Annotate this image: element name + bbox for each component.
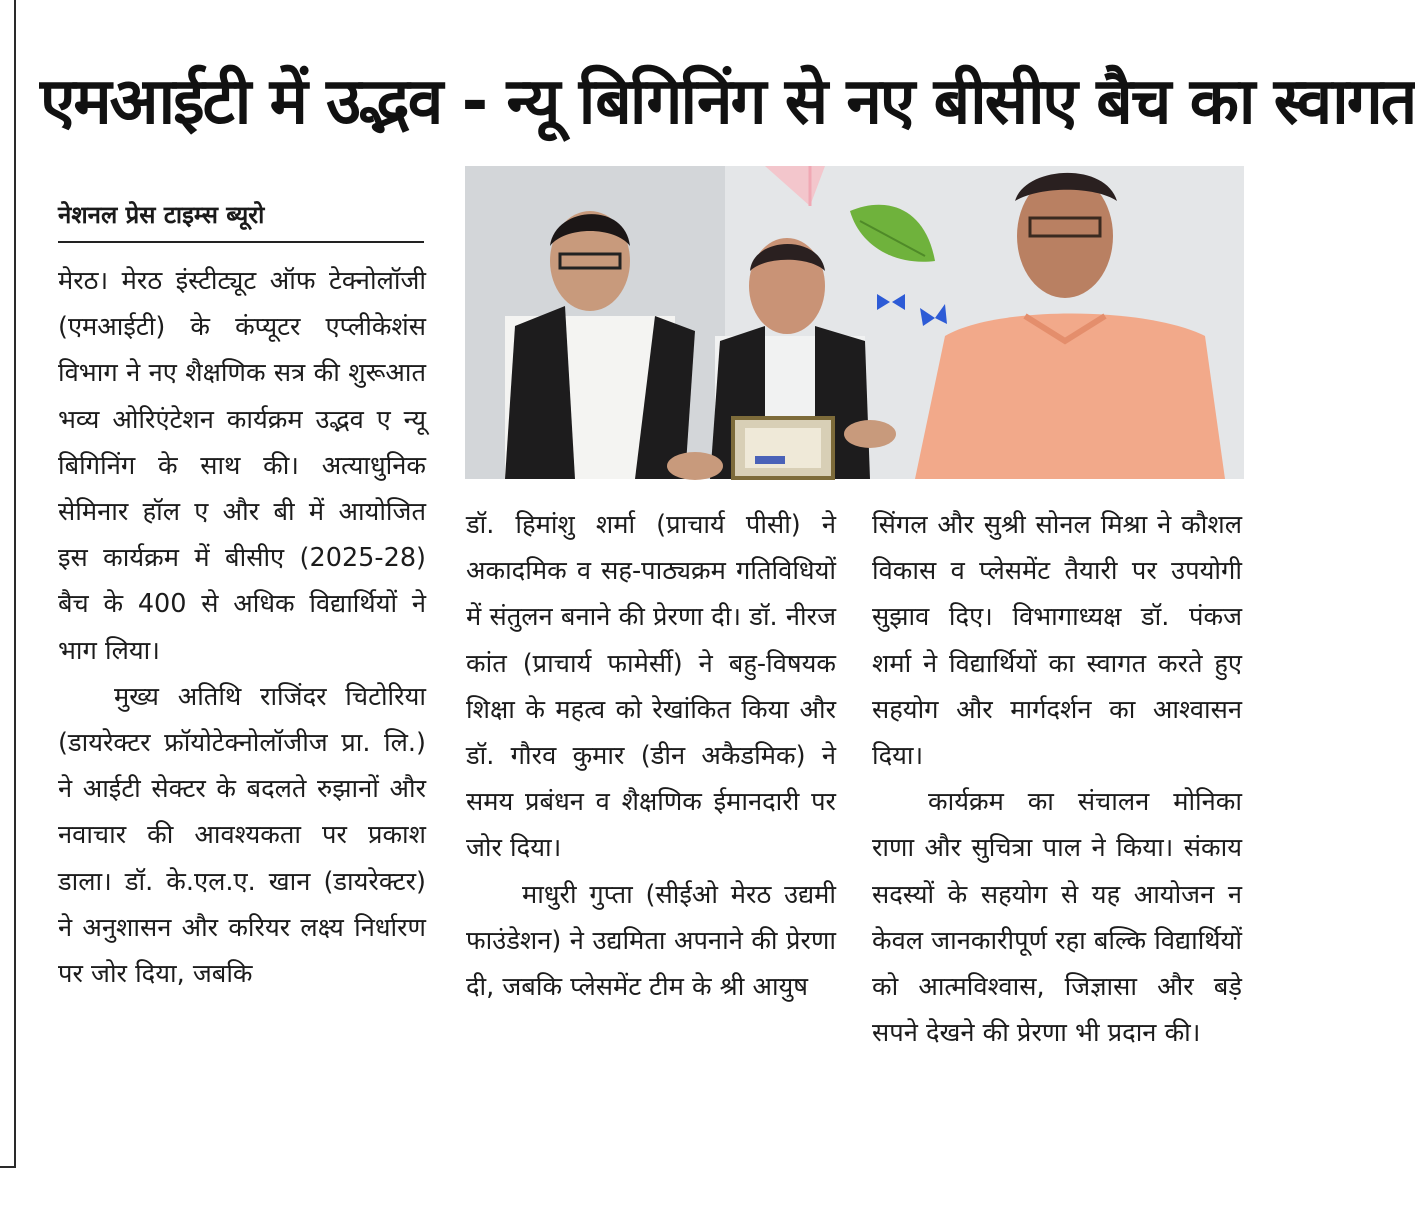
byline: नेशनल प्रेस टाइम्स ब्यूरो	[58, 195, 424, 243]
article-column-3	[872, 502, 1242, 1182]
article-paragraph: सिंगल और सुश्री सोनल मिश्रा ने कौशल विकास व प्लेसमेंट तैयारी पर उपयोगी सुझाव दिए। विभागाध्यक्ष डॉ. पंकज शर्मा ने विद्यार्थियों का स्वागत करते हुए सहयोग और मार्गदर्शन का आश्वासन दिया।	[872, 510, 1242, 772]
article-column-2	[466, 502, 836, 1182]
article-paragraph: डॉ. हिमांशु शर्मा (प्राचार्य पीसी) ने अकादमिक व सह-पाठ्यक्रम गतिविधियों में संतुलन बनाने की प्रेरणा दी। डॉ. नीरज कांत (प्राचार्य फामेर्सी) ने बहु-विषयक शिक्षा के महत्व को रेखांकित किया और डॉ. गौरव कुमार (डीन अकैडमिक) ने समय प्रबंधन व शैक्षणिक ईमानदारी पर जोर दिया।	[466, 510, 836, 864]
article-paragraph: माधुरी गुप्ता (सीईओ मेरठ उद्यमी फाउंडेशन) ने उद्यमिता अपनाने की प्रेरणा दी, जबकि प्लेसमेंट टीम के श्री आयुष	[466, 879, 836, 1003]
article-paragraph: मुख्य अतिथि राजिंदर चिटोरिया (डायरेक्टर फ्रॉयोटेक्नोलॉजीज प्रा. लि.) ने आईटी सेक्टर के बदलते रुझानों और नवाचार की आवश्यकता पर प्रकाश डाला। डॉ. के.एल.ए. खान (डायरेक्टर) ने अनुशासन और करियर लक्ष्य निर्धारण पर जोर दिया, जबकि	[58, 681, 426, 990]
event-photo-felicitation-icon	[465, 166, 1244, 479]
article-paragraph: मेरठ। मेरठ इंस्टीट्यूट ऑफ टेक्नोलॉजी (एमआईटी) के कंप्यूटर एप्लीकेशंस विभाग ने नए शैक्षणिक सत्र की शुरूआत भव्य ओरिएंटेशन कार्यक्रम उद्भव ए न्यू बिगिनिंग के साथ की। अत्याधुनिक सेमिनार हॉल ए और बी में आयोजित इस कार्यक्रम में बीसीए (2025-28) बैच के 400 से अधिक विद्यार्थियों ने भाग लिया।	[58, 266, 426, 666]
left-rule-foot	[0, 1166, 16, 1168]
event-photo	[465, 166, 1244, 479]
left-column-rule	[14, 0, 16, 1168]
article-paragraph: कार्यक्रम का संचालन मोनिका राणा और सुचित्रा पाल ने किया। संकाय सदस्यों के सहयोग से यह आयोजन न केवल जानकारीपूर्ण रहा बल्कि विद्यार्थियों को आत्मविश्वास, जिज्ञासा और बड़े सपने देखने की प्रेरणा भी प्रदान की।	[872, 787, 1242, 1049]
article-column-1	[58, 258, 426, 1183]
headline: एमआईटी में उद्भव - न्यू बिगिनिंग से नए बीसीए बैच का स्वागत	[40, 65, 1415, 139]
